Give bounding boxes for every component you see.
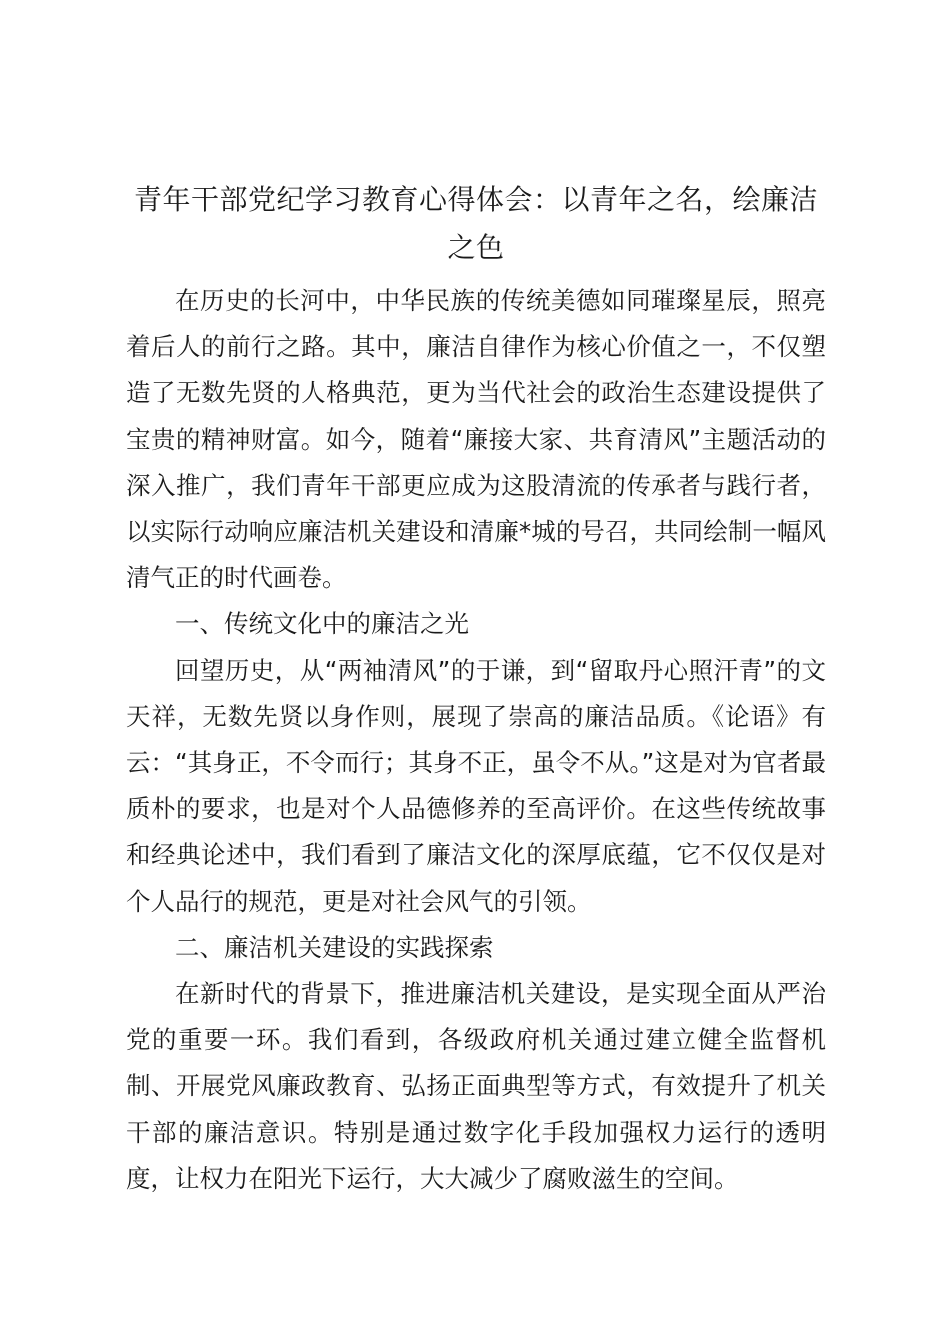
section-heading-1: 一、传统文化中的廉洁之光 (175, 609, 469, 639)
intro-paragraph: 在历史的长河中，中华民族的传统美德如同璀璨星辰，照亮着后人的前行之路。其中，廉洁自律作为核心价值之一，不仅塑造了无数先贤的人格典范，更为当代社会的政治生态建设提供了宝贵的精神财富。如今，随着“廉接大家、共育清风”主题活动的深入推广，我们青年干部更应成为这股清流的传承者与践行者，以实际行动响应廉洁机关建设和清廉*城的号召，共同绘制一幅风清气正的时代画卷。 (126, 286, 826, 593)
document-title: 青年干部党纪学习教育心得体会：以青年之名，绘廉洁之色 (133, 183, 818, 264)
section-heading-2: 二、廉洁机关建设的实践探索 (175, 932, 494, 962)
section-2-paragraph: 在新时代的背景下，推进廉洁机关建设，是实现全面从严治党的重要一环。我们看到，各级政府机关通过建立健全监督机制、开展党风廉政教育、弘扬正面典型等方式，有效提升了机关干部的廉洁意识。特别是通过数字化手段加强权力运行的透明度，让权力在阳光下运行，大大减少了腐败滋生的空间。 (126, 979, 826, 1193)
section-1-paragraph: 回望历史，从“两袖清风”的于谦，到“留取丹心照汗青”的文天祥，无数先贤以身作则，展现了崇高的廉洁品质。《论语》有云：“其身正，不令而行；其身不正，虽令不从。”这是对为官者最质朴的要求，也是对个人品德修养的至高评价。在这些传统故事和经典论述中，我们看到了廉洁文化的深厚底蕴，它不仅仅是对个人品行的规范，更是对社会风气的引领。 (126, 655, 826, 916)
